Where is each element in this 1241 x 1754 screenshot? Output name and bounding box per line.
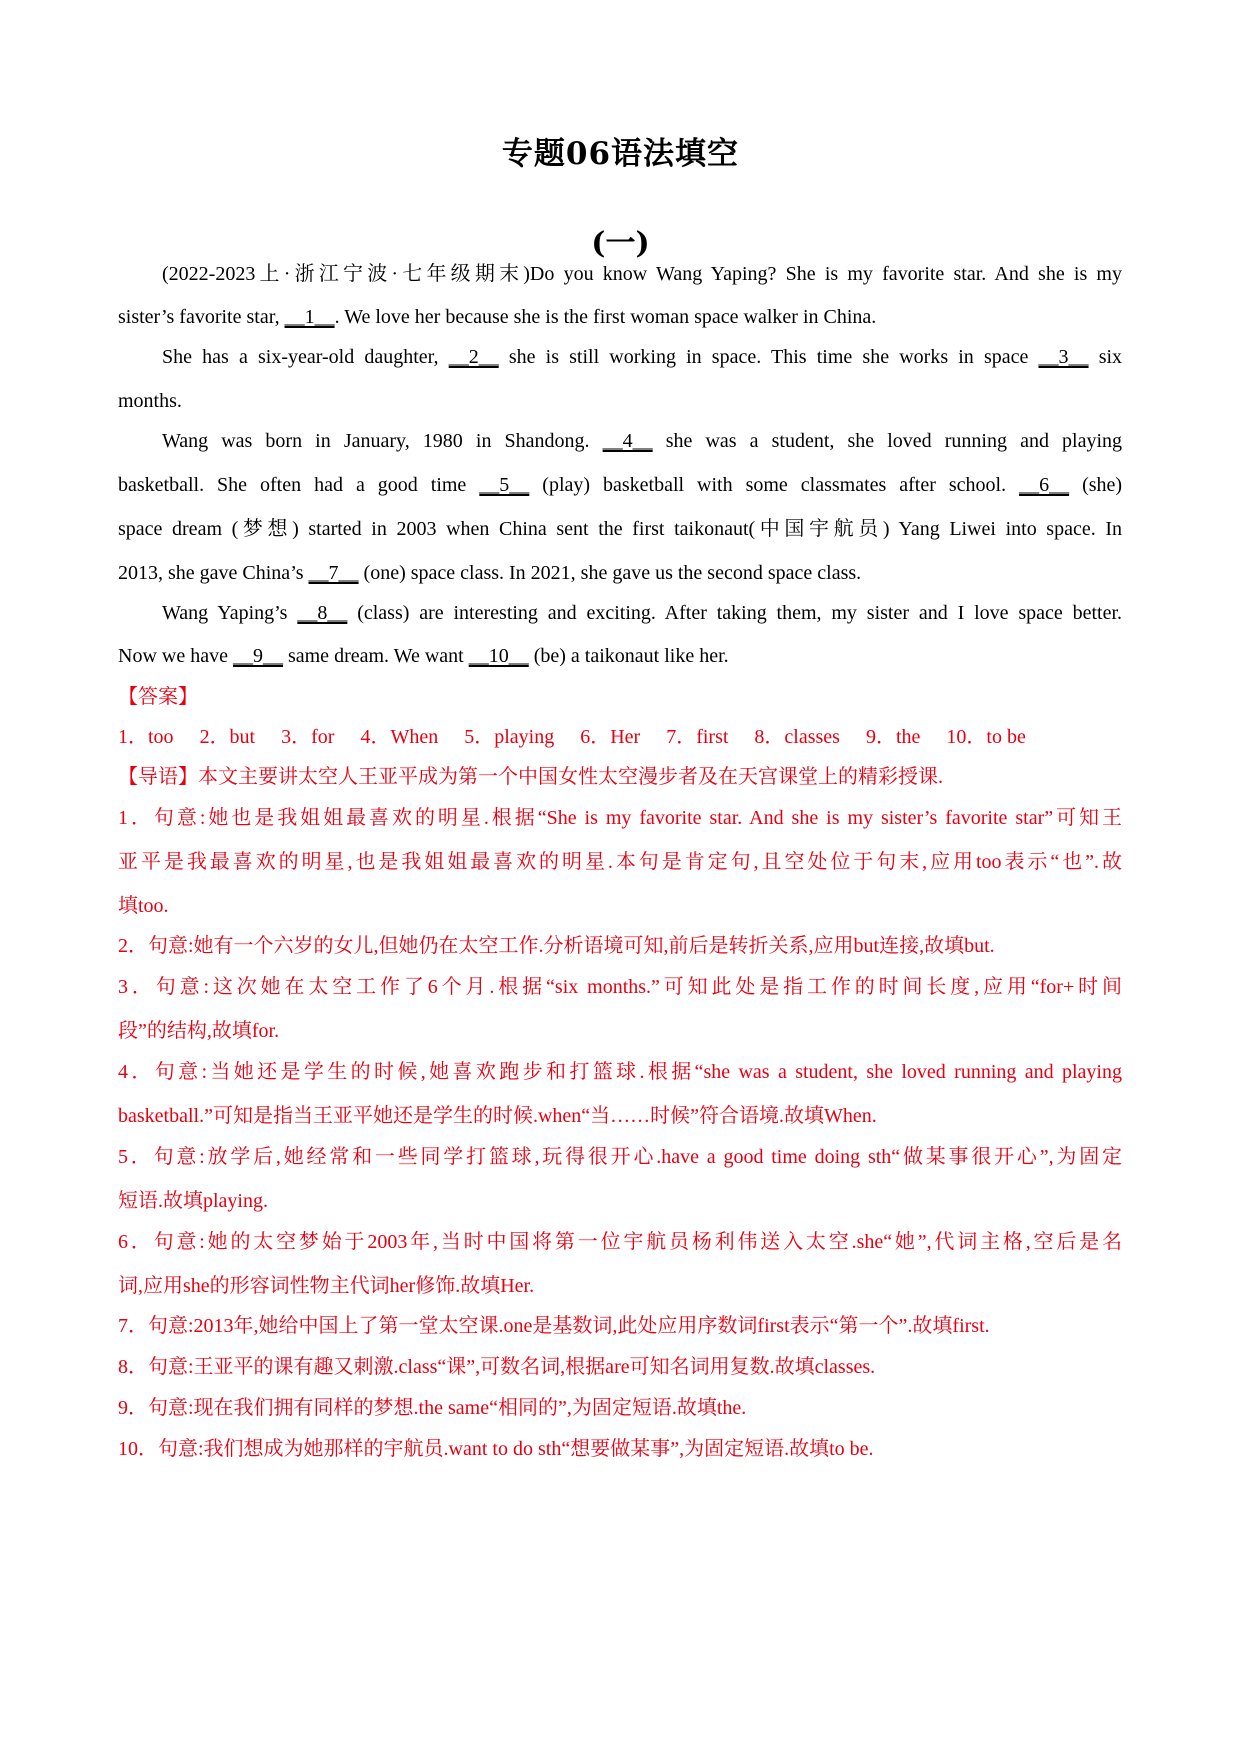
passage-line: She has a six-year-old daughter, __2__ she is still working in space. This time she works in space __3__ six xyxy=(162,342,1122,372)
blank-7[interactable]: __7__ xyxy=(308,562,359,584)
explanation-line: 1．句意:她也是我姐姐最喜欢的明星.根据“She is my favorite star. And she is my sister’s favorite star”可知王 xyxy=(118,807,1122,829)
explanation-line: 3．句意:这次她在太空工作了6个月.根据“six months.”可知此处是指工作的时间长度,应用“for+时间 xyxy=(118,976,1122,998)
answer-item: 4．When xyxy=(360,726,439,748)
passage-line: Wang was born in January, 1980 in Shandong. __4__ she was a student, she loved running and playing xyxy=(162,426,1122,456)
answer-item: 3．for xyxy=(281,726,335,748)
page-title: 专题06语法填空 xyxy=(501,136,740,172)
blank-5[interactable]: __5__ xyxy=(479,474,530,496)
answer-item: 1．too xyxy=(118,726,174,748)
passage-line: Wang Yaping’s __8__ (class) are interesting and exciting. After taking them, my sister and I love space better. xyxy=(162,598,1122,628)
blank-2[interactable]: __2__ xyxy=(448,346,499,368)
answer-item: 6．Her xyxy=(580,726,641,748)
explanation-line: 9．句意:现在我们拥有同样的梦想.the same“相同的”,为固定短语.故填the. xyxy=(118,1397,747,1419)
passage-line: months. xyxy=(118,390,182,412)
passage-line: sister’s favorite star, __1__. We love her because she is the first woman space walker in China. xyxy=(118,302,1122,332)
explanation-line: basketball.”可知是指当王亚平她还是学生的时候.when“当……时候”符合语境.故填When. xyxy=(118,1105,877,1127)
answer-list xyxy=(118,722,1122,752)
explanation-intro: 【导语】本文主要讲太空人王亚平成为第一个中国女性太空漫步者及在天宫课堂上的精彩授课. xyxy=(118,766,943,788)
blank-10[interactable]: __10__ xyxy=(468,645,529,667)
answer-label: 【答案】 xyxy=(118,686,198,708)
blank-4[interactable]: __4__ xyxy=(602,430,653,452)
answer-item: 2．but xyxy=(199,726,256,748)
blank-3[interactable]: __3__ xyxy=(1038,346,1089,368)
passage-line: Now we have __9__ same dream. We want __10__ (be) a taikonaut like her. xyxy=(118,641,1122,671)
explanation-line: 8．句意:王亚平的课有趣又刺激.class“课”,可数名词,根据are可知名词用复数.故填classes. xyxy=(118,1356,876,1378)
passage-line: space dream (梦想) started in 2003 when China sent the first taikonaut(中国宇航员) Yang Liwei into space. In xyxy=(118,518,1122,540)
section-subtitle: (一) xyxy=(591,226,650,261)
passage-line: 2013, she gave China’s __7__ (one) space class. In 2021, she gave us the second space class. xyxy=(118,558,1122,588)
explanation-line: 10．句意:我们想成为她那样的宇航员.want to do sth“想要做某事”,为固定短语.故填to be. xyxy=(118,1438,874,1460)
explanation-line: 4．句意:当她还是学生的时候,她喜欢跑步和打篮球.根据“she was a student, she loved running and playing xyxy=(118,1061,1122,1083)
passage-line: (2022-2023上·浙江宁波·七年级期末)Do you know Wang Yaping? She is my favorite star. And she is my xyxy=(162,263,1122,285)
answer-item: 5．playing xyxy=(464,726,555,748)
answer-item: 10．to be xyxy=(946,726,1026,748)
blank-8[interactable]: __8__ xyxy=(297,602,348,624)
explanation-line: 7．句意:2013年,她给中国上了第一堂太空课.one是基数词,此处应用序数词first表示“第一个”.故填first. xyxy=(118,1315,990,1337)
passage-line: basketball. She often had a good time __5__ (play) basketball with some classmates after school. __6__ (she) xyxy=(118,470,1122,500)
explanation-line: 词,应用she的形容词性物主代词her修饰.故填Her. xyxy=(118,1275,535,1297)
blank-9[interactable]: __9__ xyxy=(232,645,283,667)
explanation-line: 2．句意:她有一个六岁的女儿,但她仍在太空工作.分析语境可知,前后是转折关系,应用but连接,故填but. xyxy=(118,935,995,957)
explanation-line: 6．句意:她的太空梦始于2003年,当时中国将第一位宇航员杨利伟送入太空.she“她”,代词主格,空后是名 xyxy=(118,1231,1122,1253)
blank-1[interactable]: __1__ xyxy=(284,306,335,328)
explanation-line: 亚平是我最喜欢的明星,也是我姐姐最喜欢的明星.本句是肯定句,且空处位于句末,应用too表示“也”.故 xyxy=(118,851,1122,873)
answer-item: 7．first xyxy=(666,726,729,748)
answer-item: 8．classes xyxy=(754,726,840,748)
explanation-line: 填too. xyxy=(118,895,169,917)
explanation-line: 5．句意:放学后,她经常和一些同学打篮球,玩得很开心.have a good time doing sth“做某事很开心”,为固定 xyxy=(118,1146,1122,1168)
answer-item: 9．the xyxy=(865,726,921,748)
explanation-line: 段”的结构,故填for. xyxy=(118,1020,280,1042)
blank-6[interactable]: __6__ xyxy=(1019,474,1070,496)
explanation-line: 短语.故填playing. xyxy=(118,1190,268,1212)
